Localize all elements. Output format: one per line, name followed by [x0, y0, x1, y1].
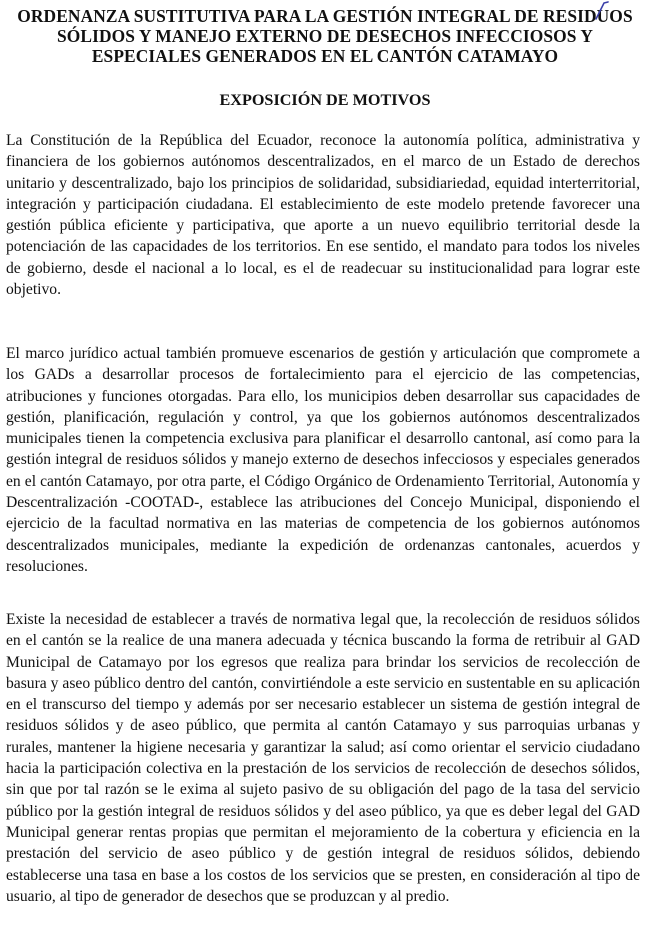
handwritten-page-mark — [592, 0, 632, 22]
paragraph-2: El marco jurídico actual también promueve escenarios de gestión y articulación que compromete a los GADs a desarrollar procesos de fortalecimiento para el ejercicio de las competencias, atribuciones y funciones otorgadas. Para ello, los municipios deben desarrollar sus capacidades de gestión, planificación, regulación y control, ya que los gobiernos autónomos descentralizados municipales tienen la competencia exclusiva para planificar el desarrollo cantonal, así como para la gestión integral de residuos sólidos y manejo externo de desechos infecciosos y especiales generados en el cantón Catamayo, por otra parte, el Código Orgánico de Ordenamiento Territorial, Autonomía y Descentralización -COOTAD-, establece las atribuciones del Concejo Municipal, disponiendo el ejercicio de la facultad normativa en las materias de competencia de los gobiernos autónomos descentralizados municipales, mediante la expedición de ordenanzas cantonales, acuerdos y resoluciones. — [6, 345, 640, 575]
paragraph-3: Existe la necesidad de establecer a través de normativa legal que, la recolección de residuos sólidos en el cantón se la realice de una manera adecuada y técnica buscando la forma de retribuir al GAD Municipal de Catamayo por los egresos que realiza para brindar los servicios de recolección de basura y aseo público dentro del cantón, convirtiéndole a este servicio en sustentable en su aplicación en el transcurso del tiempo y además por ser necesario establecer un sistema de gestión integral de residuos sólidos y de aseo público, que permita al cantón Catamayo y sus parroquias urbanas y rurales, mantener la higiene necesaria y garantizar la salud; así como orientar el servicio ciudadano hacia la participación colectiva en la prestación de los servicios de recolección de desechos sólidos, sin que por tal razón se le exima al sujeto pasivo de su obligación del pago de la tasa del servicio público por la gestión integral de residuos sólidos y del aseo público, ya que es deber legal del GAD Municipal generar rentas propias que permitan el mejoramiento de la cobertura y eficiencia en la prestación del servicio de aseo público y de gestión integral de residuos sólidos, debiendo establecerse una tasa en base a los costos de los servicios que se presten, en consideración al tipo de usuario, al tipo de generador de desechos que se produzcan y al predio. — [6, 611, 640, 905]
paragraph-1: La Constitución de la República del Ecuador, reconoce la autonomía política, administrativa y financiera de los gobiernos autónomos descentralizados, en el marco de un Estado de derechos unitario y descentralizado, bajo los principios de solidaridad, subsidiariedad, equidad interterritorial, integración y participación ciudadana. El establecimiento de este modelo pretende favorecer una gestión pública eficiente y participativa, que aporte a un nuevo equilibrio territorial desde la potenciación de las capacidades de los territorios. En ese sentido, el mandato para todos los niveles de gobierno, desde el nacional a lo local, es el de readecuar su institucionalidad para lograr este objetivo. — [6, 132, 640, 299]
section-heading: EXPOSICIÓN DE MOTIVOS — [219, 91, 431, 109]
document-title: ORDENANZA SUSTITUTIVA PARA LA GESTIÓN INTEGRAL DE RESIDUOS SÓLIDOS Y MANEJO EXTERNO DE DESECHOS INFECCIOSOS Y ESPECIALES GENERADOS EN EL CANTÓN CATAMAYO — [17, 6, 633, 66]
